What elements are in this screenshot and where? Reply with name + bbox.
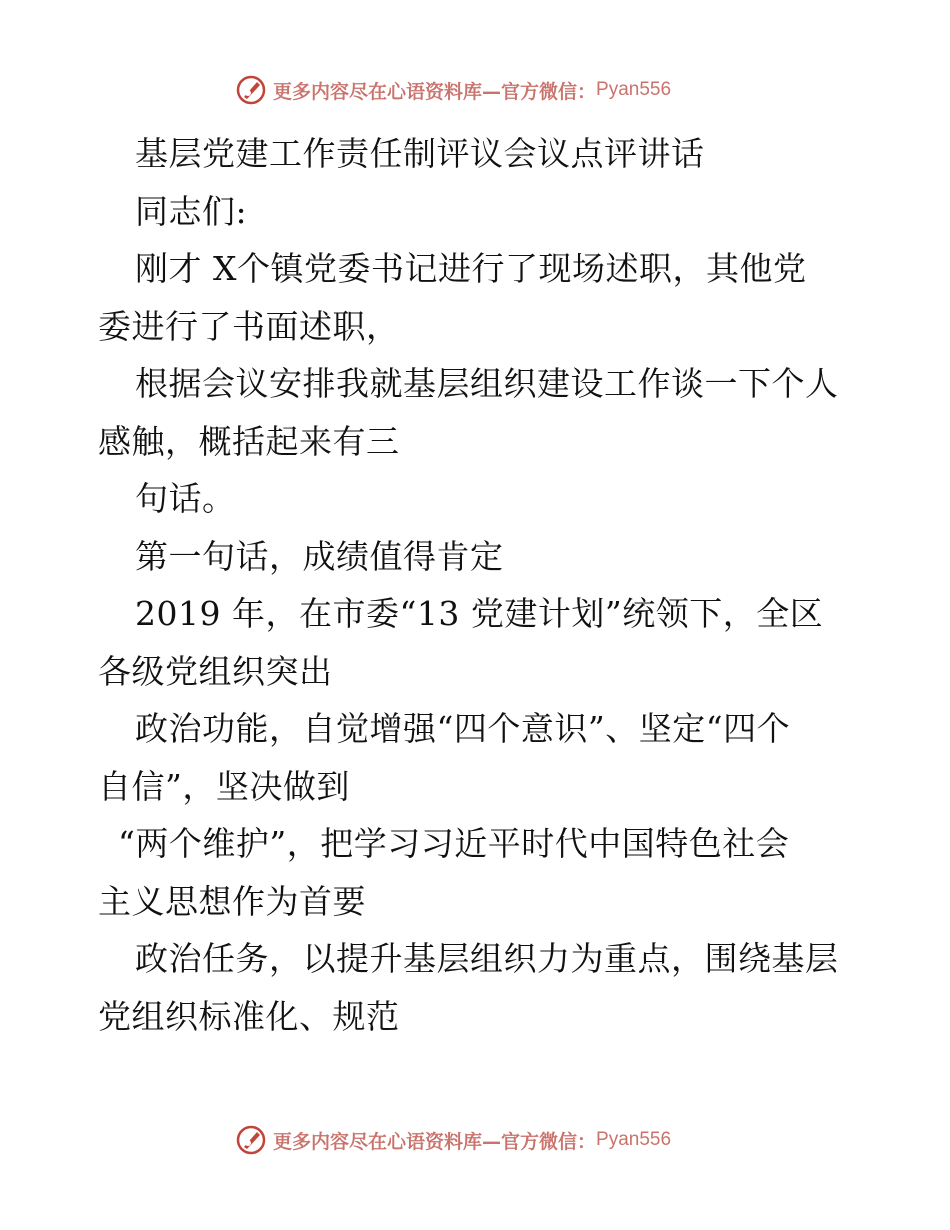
paragraph-line: 根据会议安排我就基层组织建设工作谈一下个人 [135,364,839,403]
paragraph-line: 委进行了书面述职， [98,306,400,346]
paragraph-line: 2019 年，在市委“13 党建计划”统领下，全区 [135,594,824,633]
paragraph-line: 政治功能，自觉增强“四个意识”、坚定“四个 [135,709,791,748]
paragraph-line: 自信”，坚决做到 [98,766,350,806]
paragraph-line: 政治任务，以提升基层组织力为重点，围绕基层 [135,939,839,978]
paragraph-line: 各级党组织突出 [98,651,333,691]
paragraph-line: “两个维护”，把学习习近平时代中国特色社会 [118,824,790,863]
paragraph-line: 刚才 X个镇党委书记进行了现场述职，其他党 [135,249,807,288]
pen-logo-icon [235,74,267,106]
watermark-wechat-id: Pyan556 [596,1129,672,1150]
section-heading: 第一句话，成绩值得肯定 [135,536,504,576]
salutation: 同志们: [135,191,248,231]
document-title: 基层党建工作责任制评议会议点评讲话 [135,134,705,173]
pen-logo-icon [235,1124,267,1156]
document-body [98,125,854,1045]
paragraph-line: 感触，概括起来有三 [98,421,400,461]
watermark-text: 更多内容尽在心语资料库—官方微信： [273,80,597,103]
paragraph-line: 句话。 [135,479,236,518]
watermark-text: 更多内容尽在心语资料库—官方微信： [273,1130,597,1153]
header-watermark [235,70,671,110]
paragraph-line: 党组织标准化、规范 [98,996,400,1036]
watermark-wechat-id: Pyan556 [596,79,672,100]
paragraph-line: 主义思想作为首要 [98,881,366,921]
footer-watermark [235,1120,671,1160]
